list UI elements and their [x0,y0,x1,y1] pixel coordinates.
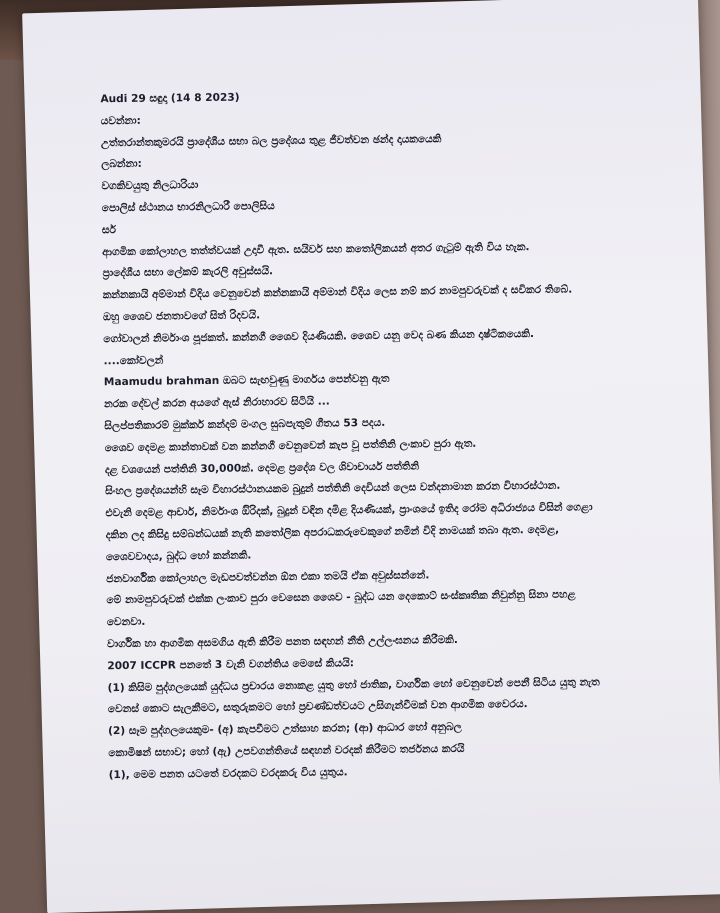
body-line: ඔහු ශෛව ජනතාවගේ සිත් රිදවයි. [102,309,261,324]
body-line: වෙනස් කොට සැලකීමට, සතුරුකමට හෝ ප්‍රචණ්ඩත්වයට උසිගැන්වීමක් වන ආගමික වෛරය. [107,698,528,716]
body-line: එවැනි දෙමළ ආචාර්, නිර්මාංශ ඔිරිදක්, බුදුන් වඳින දමිළ දියණියක්, ප්‍රාංශයේ ඉතිද රෝම අධිරාජ්‍යය විසින් ගෙළා [105,501,593,520]
body-line: 2007 ICCPR පනතේ 3 වැනි වගන්තිය මෙසේ කියයි: [107,656,354,672]
salutation: සර් [101,223,117,237]
body-line: වාර්ගික හා ආගමික අසමගිය ඇති කිරීම පනත සඳහන් නීති උල්ලංඝනය කිරීමකි. [106,633,458,651]
body-line: දළ වශයෙන් පත්තිනි 30,000ක්. දෙමළ ප්‍රදේශ වල ශිවාචාර්ය පත්තිනි [104,459,420,476]
recipient-label: ලබන්නා: [101,158,142,171]
body-line: ජනවාර්ගික කෝලාහල මැඩපවත්වන්න ඕන එකා තමයි ඒක අවුස්සන්නේ. [106,568,430,585]
body-line: සිංහල ප්‍රදේශයන්හි සෑම විහාරස්ථානයකම බුදුන් පත්තිනි දෙවියන් ලෙස වන්දනාමාන කරන විහාරස්ථාන. [105,480,561,498]
body-line: දකින ලද කිසිදු සම්බන්ධයක් නැති කතෝලික අපරාධකරුවෙකුගේ නමින් විදි නාමයක් තබා ඇත. දෙමළ, [105,523,560,542]
sender-label: යවන්නා: [100,114,141,128]
sender-description: උත්තරාන්තකුමරයි ප්‍රාදේශීය සභා බල ප්‍රදේශය තුළ ජීවත්වන ඡන්ද දායකයෙකි [100,132,442,149]
body-line: වෙනවා. [106,615,146,629]
body-line: ....කෝවලන් [103,354,164,367]
body-line: මේ නාමපුවරුවක් එක්ක ලංකාව පුරා වෙසෙන ශෛව - බුද්ධ යන දෙකොට් සංස්කෘතික නිවුන්නු සිනා පහළ [106,588,576,607]
body-line: ප්‍රාදේශීය සභා ලේකම් කැරලි අවුස්සයි. [102,265,274,280]
letter-date: Audi 29 සඳුදා (14 8 2023) [100,91,240,106]
body-line: ආගමික කෝලාහල තත්ත්වයක් උදාවී ඇත. සයිවර් සහ කතෝලිකයන් අතර ගැටුම් ඇති විය හැක. [102,240,530,258]
body-line: කන්නකායි අම්මාන් විදිය වෙනුවෙන් කන්නකායි අම්මාන් විදිය ලෙස නම් කර නාමපුවරුවක් ද සවිකර තිබේ. [102,283,573,302]
body-line: කොමිෂන් සභාව; හෝ (ඇ) උපවගන්තියේ සඳහන් වරදක් කිරීමට තර්ජනය කරයි [108,742,465,760]
body-line: ශෛවවාදය, බුද්ධ හෝ කන්නකි. [105,549,252,563]
body-line: ගෝවාලන් නිර්මාංශ පූජකත්. කන්නගී ශෛව දියණියකි. ශෛව යනු වෙද බණ කියන දාෂ්ටිකයෙකි. [103,327,535,346]
body-line: (2) සෑම පුද්ගලයෙකුම- (අ) කැපවීමට උත්සාහ කරන; (ආ) ආධාර හෝ අනුබල [108,721,462,738]
recipient-line-2: පොලිස් ස්ථානය භාරනිලධාරී පොලිසිය [101,200,275,215]
recipient-line-1: වගකිවයුතු නිලධාරියා [101,179,199,193]
body-line: නරක දේවල් කරන අයගේ ඇස් නිරාහාරව සිටියි ... [104,395,330,411]
body-line: Maamudu brahman ඔබට සැඟවුණු මාර්ගය පෙන්වනු ඇත [103,373,390,389]
body-line: (1), මෙම පනත යටතේ වරදකට වරදකරු විය යුතුය. [108,766,348,781]
body-line: ශෛව දෙමළ කාන්තාවක් වන කන්නගී වෙනුවෙන් කැප වූ පත්තිනි ලංකාව පුරා ඇත. [104,437,477,455]
body-line: (1) කිසිම පුද්ගලයෙක් යුද්ධය ප්‍රචාරය නොකළ යුතු හෝ ජාතික, වාර්ගික හෝ වෙනුවෙන් පෙනී සිටිය යුතු නැත [107,675,600,694]
body-line: සිලප්පතිකාරම් මුක්කර් කන්දම් මංගල සුබපැතුම් ගීතය 53 පදය. [104,416,386,433]
letter-body [100,82,668,786]
paper-sheet [22,0,720,913]
